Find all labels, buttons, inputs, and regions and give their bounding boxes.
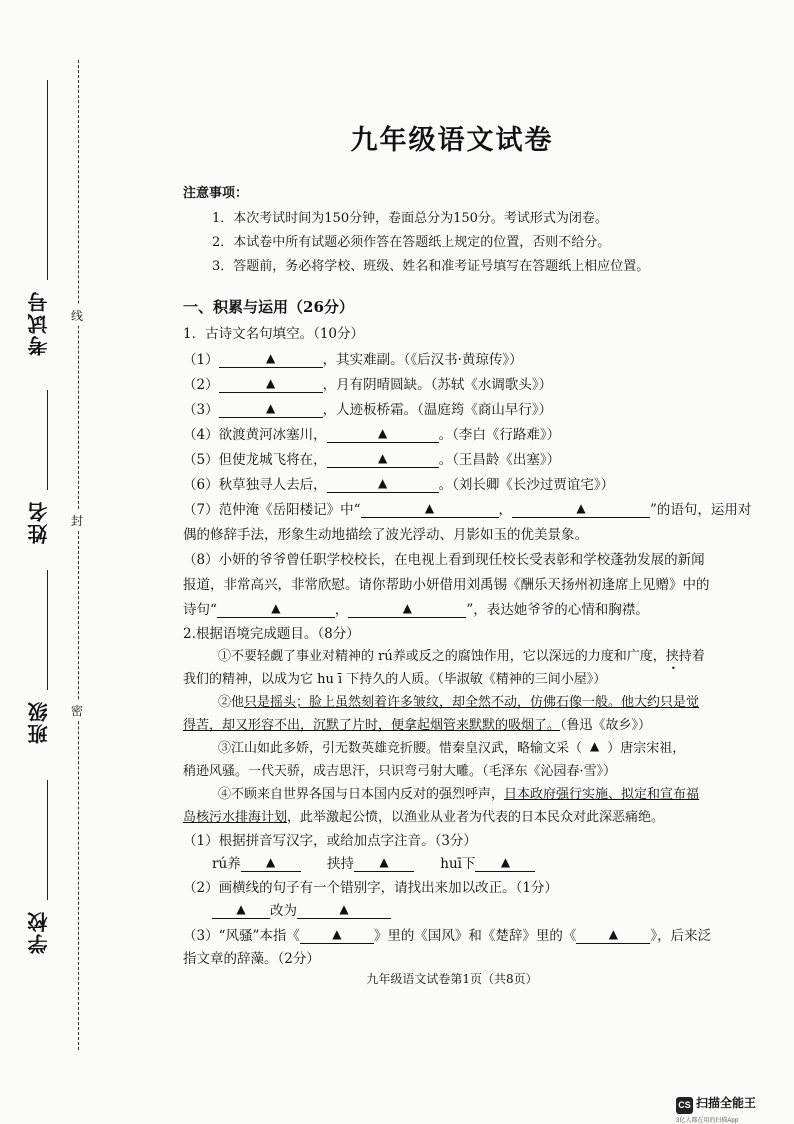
school-line xyxy=(47,780,48,900)
question-1-item: （5）但使龙城飞将在， ▲ 。（王昌龄《出塞》） xyxy=(183,451,561,468)
answer-blank[interactable]: ▲ xyxy=(327,427,439,443)
underlined-sentence: 只是摇头；脸上虽然刻着许多皱纹，却全然不动，仿佛石像一般。他大约只是觉 xyxy=(244,695,700,710)
name-label: 姓名 xyxy=(27,500,51,544)
school-label: 学校 xyxy=(27,910,51,954)
sub-question-2: （2）画横线的句子有一个错别字，请找出来加以改正。（1分） xyxy=(183,880,558,896)
passage-1: ①不要轻觑了事业对精神的 rú养或反之的腐蚀作用，它以深远的力度和广度，挟持着 xyxy=(218,649,705,664)
question-1-item: （1） ▲ ，其实难副。（《后汉书·黄琼传》） xyxy=(183,351,523,368)
name-line xyxy=(47,390,48,490)
question-1-item: （2） ▲ ，月有阴晴圆缺。（苏轼《水调歌头》） xyxy=(183,376,553,393)
scanner-name: 扫描全能王 xyxy=(696,1096,757,1110)
passage-3: ③江山如此多娇，引无数英雄竞折腰。惜秦皇汉武，略输文采（ ▲ ）唐宗宋祖， xyxy=(218,739,686,756)
sub-question-1: （1）根据拼音写汉字，或给加点字注音。（3分） xyxy=(183,833,477,849)
page-footer: 九年级语文试卷第1页（共8页） xyxy=(366,972,538,986)
answer-blank[interactable]: ▲ xyxy=(300,928,374,944)
answer-blank[interactable]: ▲ xyxy=(327,477,439,493)
notice-heading: 注意事项： xyxy=(183,186,249,201)
answer-blank[interactable]: ▲ xyxy=(219,352,323,368)
question-1-stem: 1．古诗文名句填空。（10分） xyxy=(183,326,365,342)
class-label: 班级 xyxy=(27,700,51,744)
question-1-item: （3） ▲ ，人迹板桥霜。（温庭筠《商山早行》） xyxy=(183,401,553,418)
passage-2: ②他只是摇头；脸上虽然刻着许多皱纹，却全然不动，仿佛石像一般。他大约只是觉 xyxy=(218,695,700,710)
answer-blank[interactable]: ▲ xyxy=(241,856,301,872)
scanner-logo-icon: CS xyxy=(676,1097,693,1114)
answer-blank[interactable]: ▲ xyxy=(348,602,466,618)
question-2-stem: 2.根据语境完成题目。（8分） xyxy=(183,626,360,642)
answer-blank[interactable]: ▲ xyxy=(361,502,499,518)
answer-blank[interactable]: ▲ xyxy=(217,602,335,618)
answer-blank[interactable]: ▲ xyxy=(475,856,535,872)
answer-blank[interactable]: ▲ xyxy=(219,377,323,393)
question-1-item-7-cont: 偶的修辞手法，形象生动地描绘了波光浮动、月影如玉的优美景象。 xyxy=(183,527,588,543)
answer-blank[interactable]: ▲ xyxy=(327,452,439,468)
seal-word-seal: 封 xyxy=(71,510,83,531)
sub-question-1-blanks: rú养 ▲ 挟持 ▲ huī下 ▲ xyxy=(212,852,535,872)
seal-word-secret: 密 xyxy=(71,700,83,721)
answer-marker[interactable]: ▲ xyxy=(590,739,600,753)
underlined-sentence: 得苦，却又形容不出，沉默了片时，便拿起烟管来默默的吸烟了。 xyxy=(183,718,561,733)
answer-blank[interactable]: ▲ xyxy=(354,856,414,872)
answer-blank[interactable]: ▲ xyxy=(297,903,391,919)
passage-1-cont: 我们的精神，以成为它 hu ī 下持久的人质。（毕淑敏《精神的三间小屋》） xyxy=(183,672,607,687)
class-line xyxy=(47,570,48,690)
sub-question-3: （3）“风骚”本指《 ▲ 》里的《国风》和《楚辞》里的《 ▲ 》，后来泛 xyxy=(183,927,712,944)
question-1-item-7: （7）范仲淹《岳阳楼记》中“ ▲ ， ▲ ”的语句，运用对 xyxy=(183,501,752,518)
passage-2-cont: 得苦，却又形容不出，沉默了片时，便拿起烟管来默默的吸烟了。（鲁迅《故乡》） xyxy=(183,718,652,733)
answer-blank[interactable]: ▲ xyxy=(219,402,323,418)
notice-item: 1．本次考试时间为150分钟，卷面总分为150分。考试形式为闭卷。 xyxy=(212,211,608,226)
answer-blank[interactable]: ▲ xyxy=(576,928,650,944)
underlined-phrase: 岛核污水排海计划 xyxy=(183,810,288,825)
question-1-item-8-cont: 报道，非常高兴，非常欣慰。请你帮助小妍借用刘禹锡《酬乐天扬州初逢席上见赠》中的 xyxy=(183,577,710,593)
question-1-item: （4）欲渡黄河冰塞川， ▲ 。（李白《行路难》） xyxy=(183,426,561,443)
sub-question-3-cont: 指文章的辞藻。（2分） xyxy=(183,951,320,967)
scanner-tagline: 3亿人都在用的扫描App xyxy=(676,1118,739,1124)
question-1-item: （6）秋草独寻人去后， ▲ 。（刘长卿《长沙过贾谊宅》） xyxy=(183,476,615,493)
underlined-phrase: 日本政府强行实施、拟定和宣布福 xyxy=(504,787,700,802)
exam-number-line xyxy=(47,80,48,280)
question-1-item-8-blanks: 诗句“ ▲ ， ▲ ”，表达她爷爷的心情和胸襟。 xyxy=(183,601,649,618)
scanner-watermark xyxy=(676,1095,756,1114)
page-title: 九年级语文试卷 xyxy=(350,125,554,156)
notice-item: 3．答题前，务必将学校、班级、姓名和准考证号填写在答题纸上相应位置。 xyxy=(212,259,650,274)
answer-blank[interactable]: ▲ xyxy=(212,903,270,919)
passage-4: ④不顾来自世界各国与日本国内反对的强烈呼声，日本政府强行实施、拟定和宣布福 xyxy=(218,787,700,802)
exam-number-label: 考试号 xyxy=(27,290,51,356)
dotted-character: 挟 xyxy=(665,649,679,664)
passage-4-cont: 岛核污水排海计划，此举激起公愤，以渔业从业者为代表的日本民众对此深恶痛绝。 xyxy=(183,810,665,825)
section-heading: 一、积累与运用（26分） xyxy=(183,298,354,316)
notice-item: 2．本试卷中所有试题必须作答在答题纸上规定的位置，否则不给分。 xyxy=(212,235,611,250)
binding-margin xyxy=(0,0,90,1124)
answer-blank[interactable]: ▲ xyxy=(512,502,650,518)
passage-3-cont: 稍逊风骚。一代天骄，成吉思汗，只识弯弓射大雕。（毛泽东《沁园春·雪》） xyxy=(183,764,617,779)
seal-word-line: 线 xyxy=(71,305,83,326)
sub-question-2-blanks: ▲ 改为 ▲ xyxy=(212,899,391,919)
binding-dashed-line xyxy=(78,60,79,1050)
question-1-item-8: （8）小妍的爷爷曾任职学校校长，在电视上看到现任校长受表彰和学校蓬勃发展的新闻 xyxy=(183,552,705,568)
